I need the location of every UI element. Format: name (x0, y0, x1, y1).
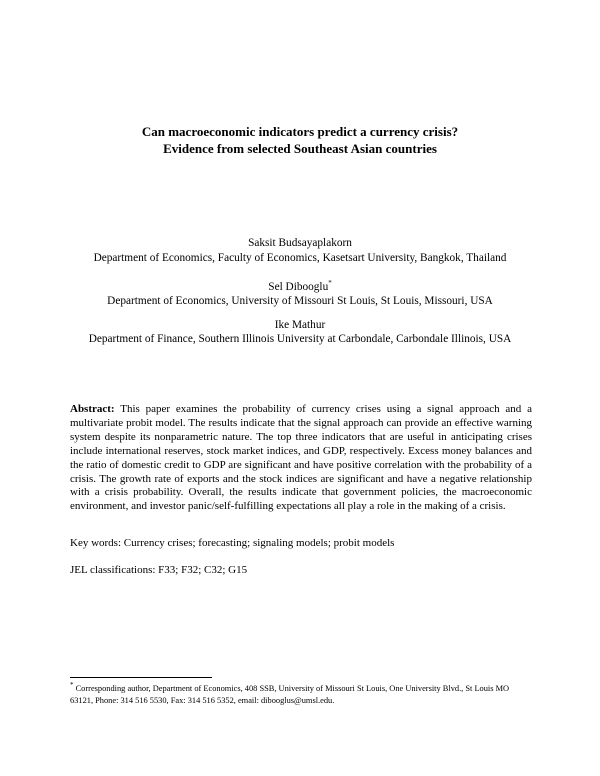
footnote-text: Corresponding author, Department of Economics, 408 SSB, University of Missouri St Louis, One University Blvd., St Louis MO 63121, Phone: 314 516 5530, Fax: 314 516 5352, email: dibooglus@umsl.edu. (70, 684, 510, 705)
author-name-1: Saksit Budsayaplakorn (248, 237, 352, 249)
abstract-text: This paper examines the probability of currency crises using a signal approach and a multivariate probit model. The results indicate that the signal approach can provide an effective warning system despite its nonparametric nature. The top three indicators that are useful in anticipating crises include international reserves, stock market indices, and GDP, respectively. Excess money balances and the ratio of domestic credit to GDP are significant and have positive correlation with the probability of a crisis. The growth rate of exports and the stock indices are significant and have a negative relationship with a crisis probability. Overall, the results indicate that government policies, the macroeconomic environment, and investor panic/self-fulfilling expectations all play a role in the making of a crisis. (70, 403, 532, 513)
jel-classifications: JEL classifications: F33; F32; C32; G15 (70, 564, 248, 576)
paper-title-line-1: Can macroeconomic indicators predict a currency crisis? (141, 124, 459, 139)
footnote-marker: * (70, 681, 74, 690)
author-affiliation-1: Department of Economics, Faculty of Economics, Kasetsart University, Bangkok, Thailand (93, 252, 507, 264)
author-affiliation-2: Department of Economics, University of Missouri St Louis, St Louis, Missouri, USA (107, 295, 493, 307)
paper-title-line-2: Evidence from selected Southeast Asian countries (163, 141, 437, 156)
abstract (70, 403, 532, 514)
footnote-divider (70, 677, 212, 678)
author-affiliation-3: Department of Finance, Southern Illinois University at Carbondale, Carbondale Illinois, USA (88, 333, 512, 345)
keywords: Key words: Currency crises; forecasting; signaling models; probit models (70, 537, 395, 549)
author-name-2 (0, 280, 600, 294)
abstract-label: Abstract: (70, 403, 115, 415)
footnote (70, 683, 532, 707)
author-name-3: Ike Mathur (274, 319, 326, 331)
author-name-2-text: Sel Dibooglu (268, 281, 329, 293)
corresponding-author-marker: * (328, 279, 332, 288)
